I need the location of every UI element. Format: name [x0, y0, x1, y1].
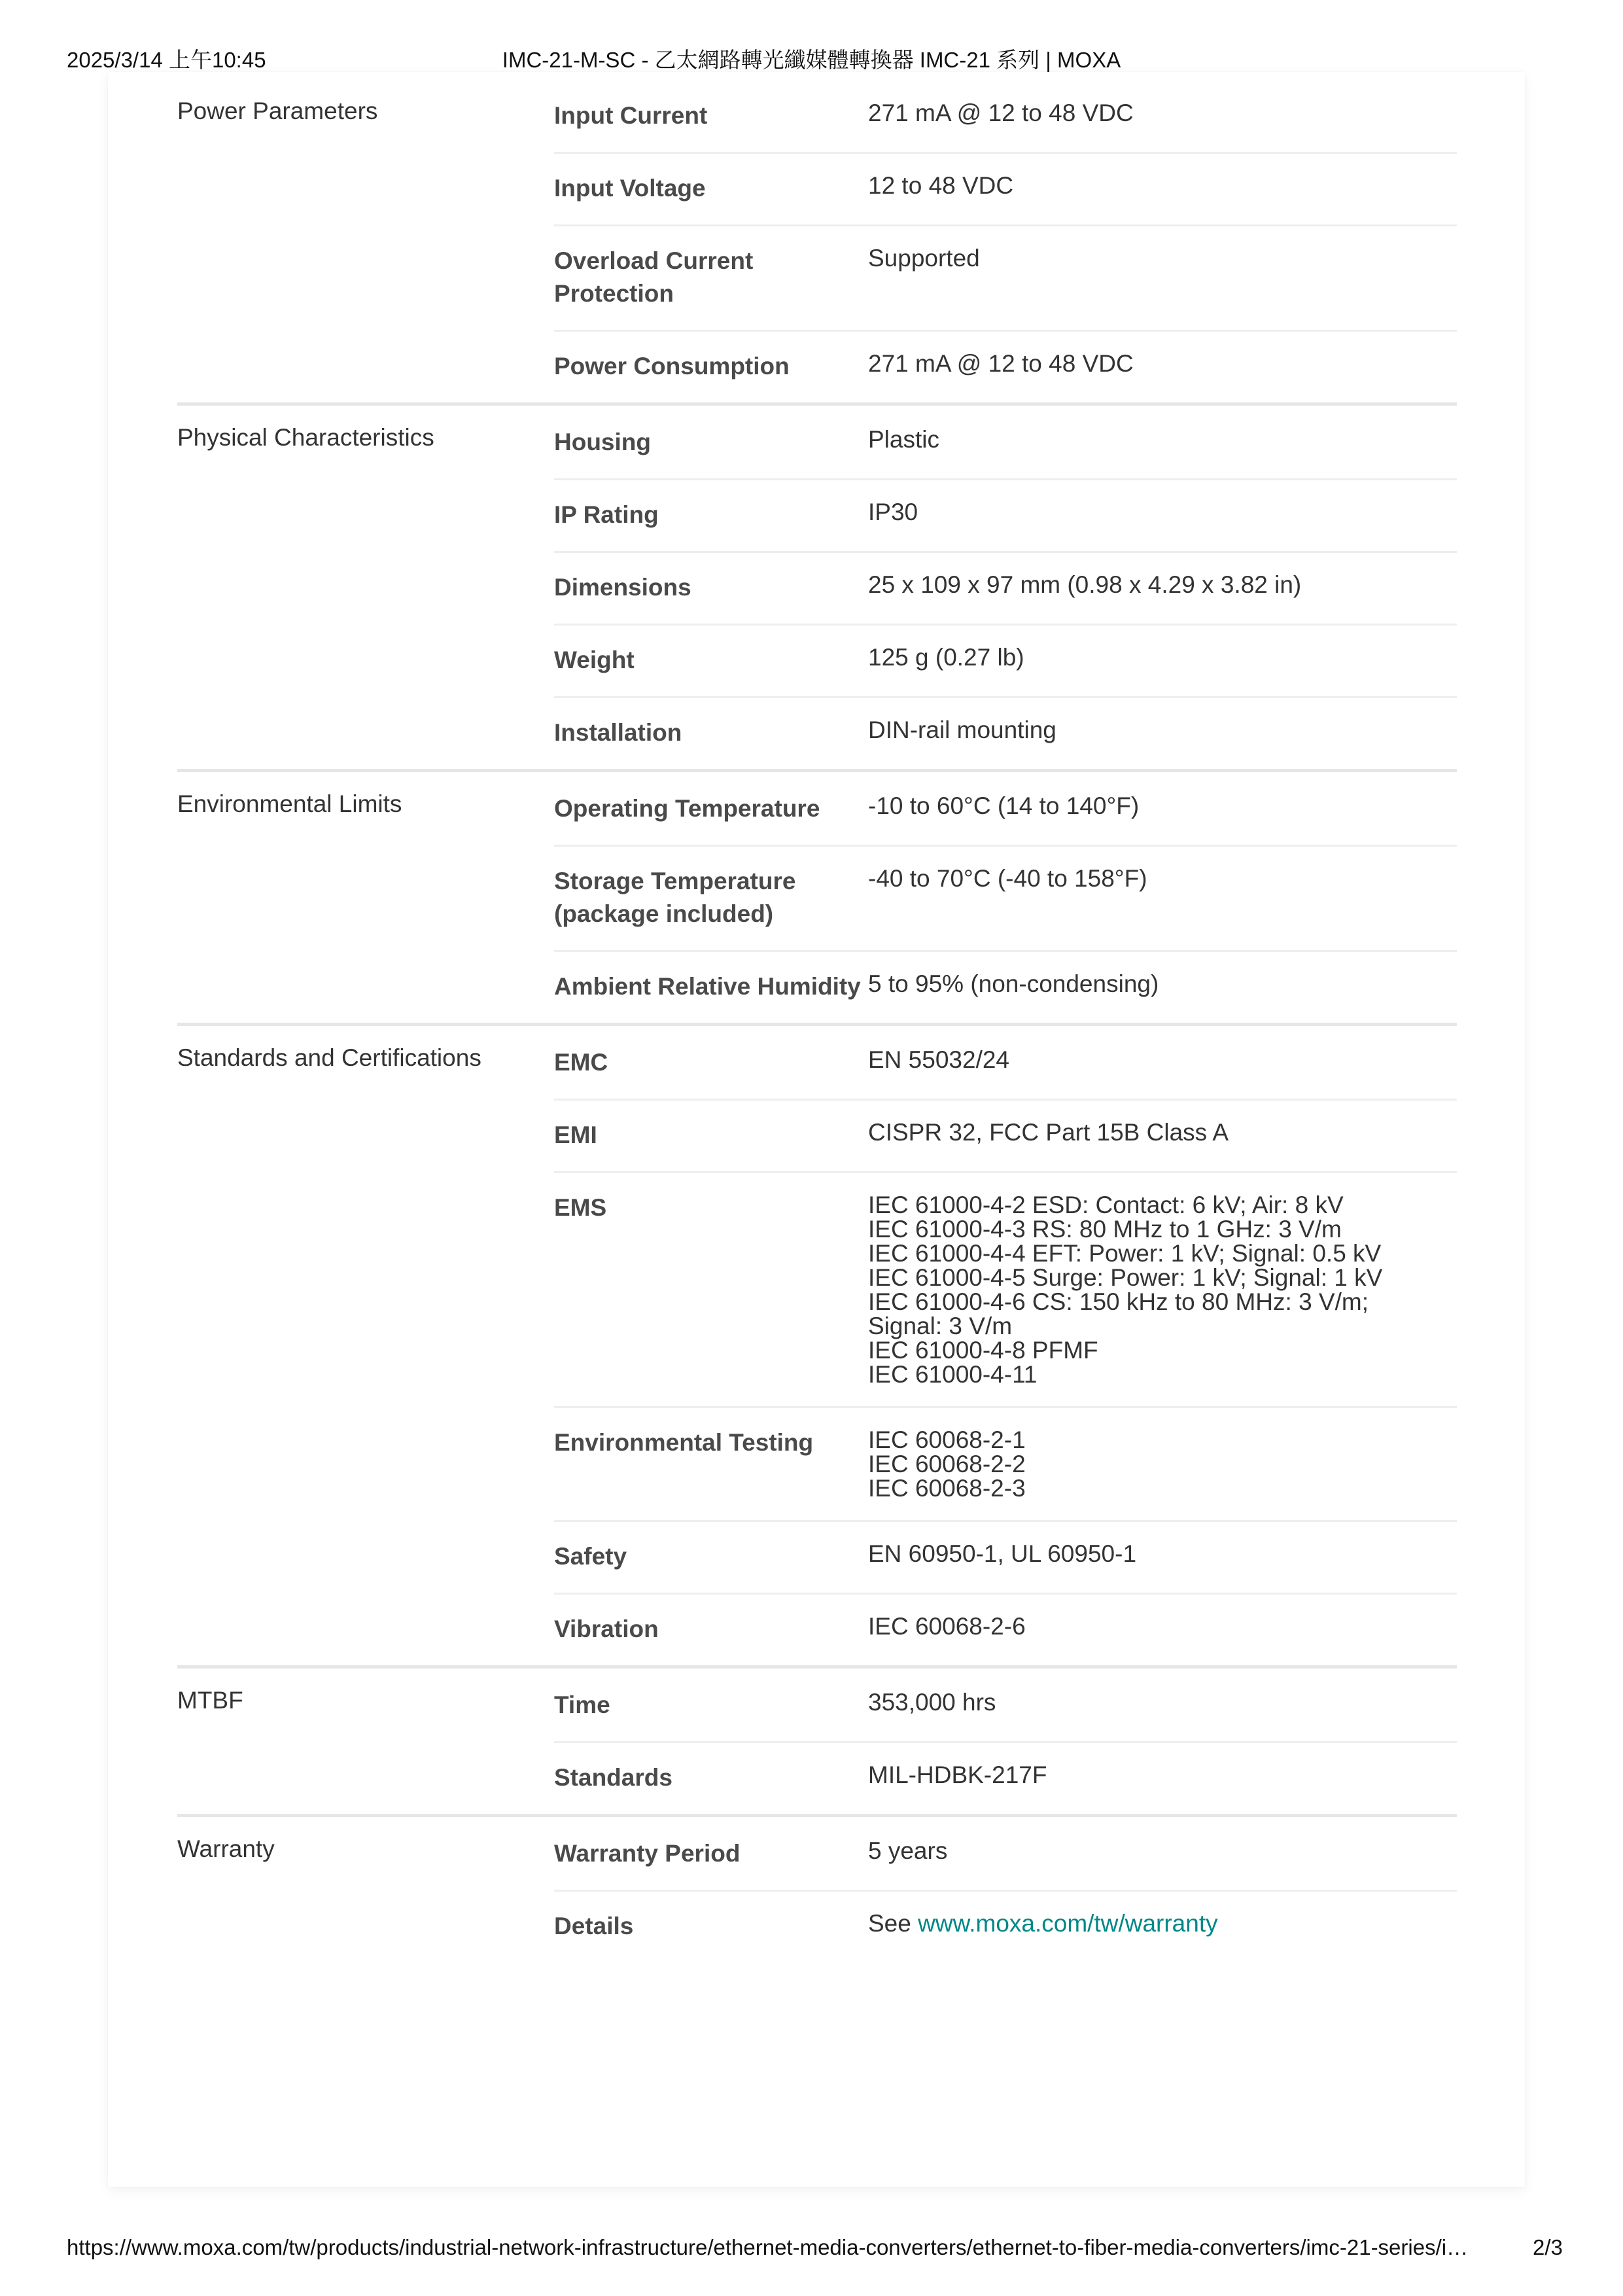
spec-row: [554, 1610, 1457, 1665]
spec-name: EMC: [554, 1049, 608, 1076]
spec-value: [868, 347, 1457, 383]
spec-value-line: IEC 61000-4-3 RS: 80 MHz to 1 GHz: 3 V/m: [868, 1216, 1342, 1243]
spec-value-line: IEC 60068-2-2: [868, 1451, 1026, 1477]
spec-row: [554, 569, 1457, 626]
spec-name: Overload Current Protection: [554, 247, 754, 307]
spec-group-label: Power Parameters: [177, 97, 378, 124]
spec-name: Safety: [554, 1543, 627, 1570]
spec-name: EMS: [554, 1194, 607, 1221]
spec-name: Installation: [554, 719, 682, 746]
spec-value-text: 271 mA @ 12 to 48 VDC: [868, 350, 1134, 377]
spec-row: [554, 423, 1457, 480]
spec-row: [554, 1907, 1457, 1962]
spec-value-line: IEC 61000-4-2 ESD: Contact: 6 kV; Air: 8 kV: [868, 1192, 1344, 1218]
spec-value: [868, 423, 1457, 459]
spec-value-text: EN 60950-1, UL 60950-1: [868, 1540, 1137, 1567]
spec-value: [868, 1835, 1457, 1870]
specifications-table: [177, 97, 1457, 1980]
spec-name: Weight: [554, 646, 635, 673]
spec-value-text: 271 mA @ 12 to 48 VDC: [868, 99, 1134, 126]
spec-name: Dimensions: [554, 574, 691, 601]
spec-name: Time: [554, 1691, 610, 1718]
spec-rows: [554, 1686, 1457, 1814]
spec-row: [554, 790, 1457, 847]
spec-value-text: CISPR 32, FCC Part 15B Class A: [868, 1119, 1229, 1146]
warranty-see-text: See: [868, 1910, 918, 1937]
spec-group-label: Warranty: [177, 1835, 275, 1862]
spec-value: [868, 1610, 1457, 1646]
print-date: 2025/3/14 上午10:45: [67, 48, 266, 72]
spec-value: [868, 790, 1457, 825]
spec-value: [868, 714, 1457, 749]
spec-group: [177, 1044, 1457, 1669]
spec-group: [177, 97, 1457, 406]
spec-group-label: Standards and Certifications: [177, 1044, 481, 1071]
spec-name: Operating Temperature: [554, 795, 820, 822]
spec-name: Input Voltage: [554, 175, 706, 202]
spec-value: [868, 641, 1457, 677]
spec-value-line: IEC 61000-4-8 PFMF: [868, 1337, 1098, 1364]
spec-value-text: Plastic: [868, 426, 939, 453]
spec-name: Vibration: [554, 1616, 659, 1642]
spec-value-line: IEC 61000-4-5 Surge: Power: 1 kV; Signal: 1 kV: [868, 1264, 1383, 1291]
spec-rows: [554, 790, 1457, 1023]
spec-value-line: IEC 61000-4-6 CS: 150 kHz to 80 MHz: 3 V/m;: [868, 1288, 1369, 1315]
spec-value: [868, 1907, 1457, 1943]
spec-rows: [554, 97, 1457, 402]
spec-row: [554, 1044, 1457, 1101]
spec-row: [554, 242, 1457, 332]
spec-rows: [554, 423, 1457, 769]
spec-value-text: EN 55032/24: [868, 1046, 1010, 1073]
spec-row: [554, 1424, 1457, 1522]
spec-name: IP Rating: [554, 501, 659, 528]
spec-group: [177, 1835, 1457, 1962]
spec-group-label: Environmental Limits: [177, 790, 402, 817]
spec-value: [868, 1044, 1457, 1079]
spec-value-line: Signal: 3 V/m: [868, 1313, 1013, 1339]
spec-value-text: 25 x 109 x 97 mm (0.98 x 4.29 x 3.82 in): [868, 571, 1302, 598]
spec-row: [554, 714, 1457, 769]
spec-row: [554, 1538, 1457, 1595]
spec-value-text: -40 to 70°C (-40 to 158°F): [868, 865, 1147, 892]
spec-value-text: DIN-rail mounting: [868, 716, 1056, 743]
spec-name: Warranty Period: [554, 1840, 741, 1867]
spec-rows: [554, 1044, 1457, 1665]
spec-value: [868, 968, 1457, 1003]
spec-value-line: IEC 60068-2-3: [868, 1475, 1026, 1502]
spec-value: [868, 496, 1457, 531]
spec-group: [177, 423, 1457, 772]
spec-row: [554, 496, 1457, 553]
spec-row: [554, 1835, 1457, 1892]
specifications-card: [108, 72, 1525, 2187]
spec-row: [554, 862, 1457, 952]
spec-value: [868, 1116, 1457, 1152]
print-page-number: 2/3: [1533, 2235, 1563, 2259]
spec-name: EMI: [554, 1122, 597, 1148]
spec-name: Input Current: [554, 102, 708, 129]
spec-value: [868, 1424, 1457, 1500]
spec-group: [177, 1686, 1457, 1817]
spec-value-text: IP30: [868, 499, 918, 525]
spec-name: Power Consumption: [554, 353, 790, 380]
spec-value-text: MIL-HDBK-217F: [868, 1761, 1047, 1788]
spec-value: [868, 862, 1457, 930]
spec-row: [554, 169, 1457, 226]
spec-value-text: 353,000 hrs: [868, 1689, 996, 1716]
spec-row: [554, 1686, 1457, 1743]
spec-group-label: Physical Characteristics: [177, 424, 434, 451]
spec-value: [868, 1686, 1457, 1722]
spec-value-text: 125 g (0.27 lb): [868, 644, 1024, 671]
print-header: [0, 43, 1623, 72]
spec-value-text: IEC 60068-2-6: [868, 1613, 1026, 1640]
spec-name: Housing: [554, 429, 651, 455]
warranty-link[interactable]: www.moxa.com/tw/warranty: [918, 1910, 1218, 1937]
spec-value: [868, 97, 1457, 132]
spec-value-line: IEC 61000-4-4 EFT: Power: 1 kV; Signal: 0.5 kV: [868, 1240, 1382, 1267]
spec-value-text: 5 to 95% (non-condensing): [868, 970, 1159, 997]
spec-value: [868, 1538, 1457, 1573]
spec-row: [554, 347, 1457, 402]
spec-group: [177, 790, 1457, 1026]
spec-row: [554, 97, 1457, 154]
spec-name: Details: [554, 1913, 634, 1939]
spec-row: [554, 641, 1457, 698]
spec-row: [554, 1759, 1457, 1814]
spec-row: [554, 968, 1457, 1023]
spec-name: Environmental Testing: [554, 1429, 814, 1456]
spec-value: [868, 169, 1457, 205]
spec-value: [868, 1189, 1457, 1386]
spec-group-label: MTBF: [177, 1687, 243, 1714]
print-url: https://www.moxa.com/tw/products/industrial-network-infrastructure/ethernet-media-converters/ethernet-to-fiber-media-converters/imc-21-series/i…: [67, 2235, 1469, 2259]
spec-value: [868, 569, 1457, 604]
spec-row: [554, 1116, 1457, 1173]
spec-rows: [554, 1835, 1457, 1962]
spec-value-text: Supported: [868, 245, 980, 272]
spec-value-text: -10 to 60°C (14 to 140°F): [868, 792, 1140, 819]
spec-name: Storage Temperature (package included): [554, 868, 796, 927]
spec-value-text: 12 to 48 VDC: [868, 172, 1014, 199]
spec-name: Ambient Relative Humidity: [554, 973, 861, 1000]
spec-value-line: IEC 61000-4-11: [868, 1361, 1038, 1388]
spec-name: Standards: [554, 1764, 672, 1791]
spec-row: [554, 1189, 1457, 1408]
spec-value: [868, 1759, 1457, 1794]
spec-value: [868, 242, 1457, 310]
print-page-title: IMC-21-M-SC - 乙太網路轉光纖媒體轉換器 IMC-21 系列 | MOXA: [502, 48, 1121, 72]
spec-value-text: 5 years: [868, 1837, 948, 1864]
spec-value-line: IEC 60068-2-1: [868, 1426, 1026, 1453]
